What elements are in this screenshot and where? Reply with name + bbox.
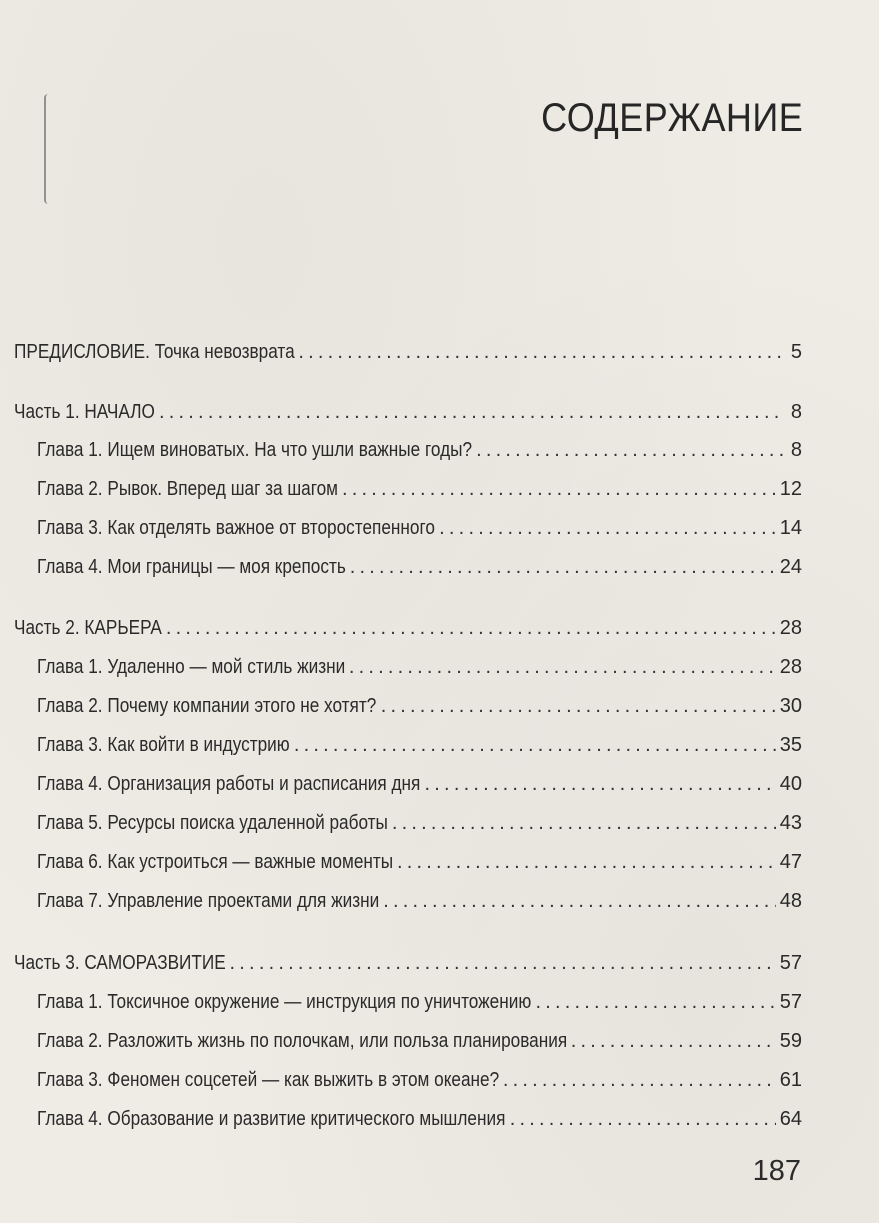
leader-dots [350,555,776,579]
leader-dots [298,340,784,364]
leader-dots [230,951,776,975]
leader-dots [476,438,784,462]
page-title: СОДЕРЖАНИЕ [540,96,803,140]
toc-entry-title: Глава 2. Разложить жизнь по полочкам, или польза планирования [37,1030,568,1052]
toc-entry-page: 57 [779,991,802,1013]
toc-entry-title: ПРЕДИСЛОВИЕ. Точка невозврата [14,341,295,363]
toc-entry-title: Глава 3. Как отделять важное от второстепенного [37,517,435,539]
toc-entry-title: Глава 4. Мои границы — моя крепость [37,556,346,578]
leader-dots [294,733,776,757]
toc-entry-title: Глава 2. Рывок. Вперед шаг за шагом [37,478,339,500]
page-number: 187 [752,1155,801,1187]
toc-entry-title: Глава 2. Почему компании этого не хотят? [37,695,377,717]
toc-entry [37,555,802,581]
toc-entry [14,951,802,977]
toc-entry-page: 59 [779,1030,802,1052]
leader-dots [159,400,784,424]
toc-entry-page: 47 [779,851,802,873]
toc-entry [14,616,802,642]
leader-dots [397,850,776,874]
toc-entry-page: 5 [790,341,802,363]
toc-entry-title: Глава 3. Феномен соцсетей — как выжить в этом океане? [37,1069,500,1091]
toc-entry-title: Глава 1. Ищем виноватых. На что ушли важные годы? [37,439,473,461]
toc-entry-title: Глава 7. Управление проектами для жизни [37,890,380,912]
toc-entry [37,1068,802,1094]
toc-entry-page: 12 [779,478,802,500]
toc-entry-title: Часть 3. САМОРАЗВИТИЕ [14,952,226,974]
leader-dots [425,772,776,796]
toc-entry [14,400,802,426]
toc-entry-title: Глава 5. Ресурсы поиска удаленной работы [37,812,388,834]
toc-entry [37,889,802,915]
toc-entry-title: Глава 1. Токсичное окружение — инструкция по уничтожению [37,991,532,1013]
toc-entry-page: 35 [779,734,802,756]
toc-entry [37,1107,802,1133]
leader-dots [392,811,776,835]
leader-dots [166,616,776,640]
toc-entry [37,655,802,681]
toc-entry-title: Часть 2. КАРЬЕРА [14,617,162,639]
toc-entry-title: Часть 1. НАЧАЛО [14,401,155,423]
leader-dots [383,889,775,913]
leader-dots [536,990,776,1014]
toc-entry-page: 30 [779,695,802,717]
toc-entry [37,477,802,503]
toc-entry-page: 61 [779,1069,802,1091]
leader-dots [510,1107,776,1131]
toc-entry [37,990,802,1016]
toc-entry-page: 28 [779,656,802,678]
toc-entry [37,1029,802,1055]
toc-entry-title: Глава 1. Удаленно — мой стиль жизни [37,656,346,678]
toc-entry-page: 40 [779,773,802,795]
toc-entry-page: 64 [779,1108,802,1130]
leader-dots [439,516,776,540]
toc-entry [37,850,802,876]
leader-dots [381,694,776,718]
page-edge-mark [44,94,52,204]
toc-entry-page: 28 [779,617,802,639]
toc-entry [37,438,802,464]
toc-entry-page: 8 [790,439,802,461]
toc-entry [37,694,802,720]
toc-entry [37,772,802,798]
toc-entry-page: 48 [779,890,802,912]
leader-dots [571,1029,776,1053]
leader-dots [503,1068,776,1092]
toc-entry-page: 57 [779,952,802,974]
toc-entry [37,811,802,837]
toc-entry [14,340,802,366]
toc-entry-page: 14 [779,517,802,539]
leader-dots [349,655,776,679]
toc-entry-title: Глава 3. Как войти в индустрию [37,734,290,756]
toc-entry [37,516,802,542]
toc-entry [37,733,802,759]
toc-entry-page: 8 [790,401,802,423]
toc-entry-title: Глава 6. Как устроиться — важные моменты [37,851,394,873]
leader-dots [342,477,776,501]
toc-entry-page: 43 [779,812,802,834]
toc-entry-title: Глава 4. Организация работы и расписания дня [37,773,421,795]
toc-entry-page: 24 [779,556,802,578]
toc-entry-title: Глава 4. Образование и развитие критического мышления [37,1108,506,1130]
